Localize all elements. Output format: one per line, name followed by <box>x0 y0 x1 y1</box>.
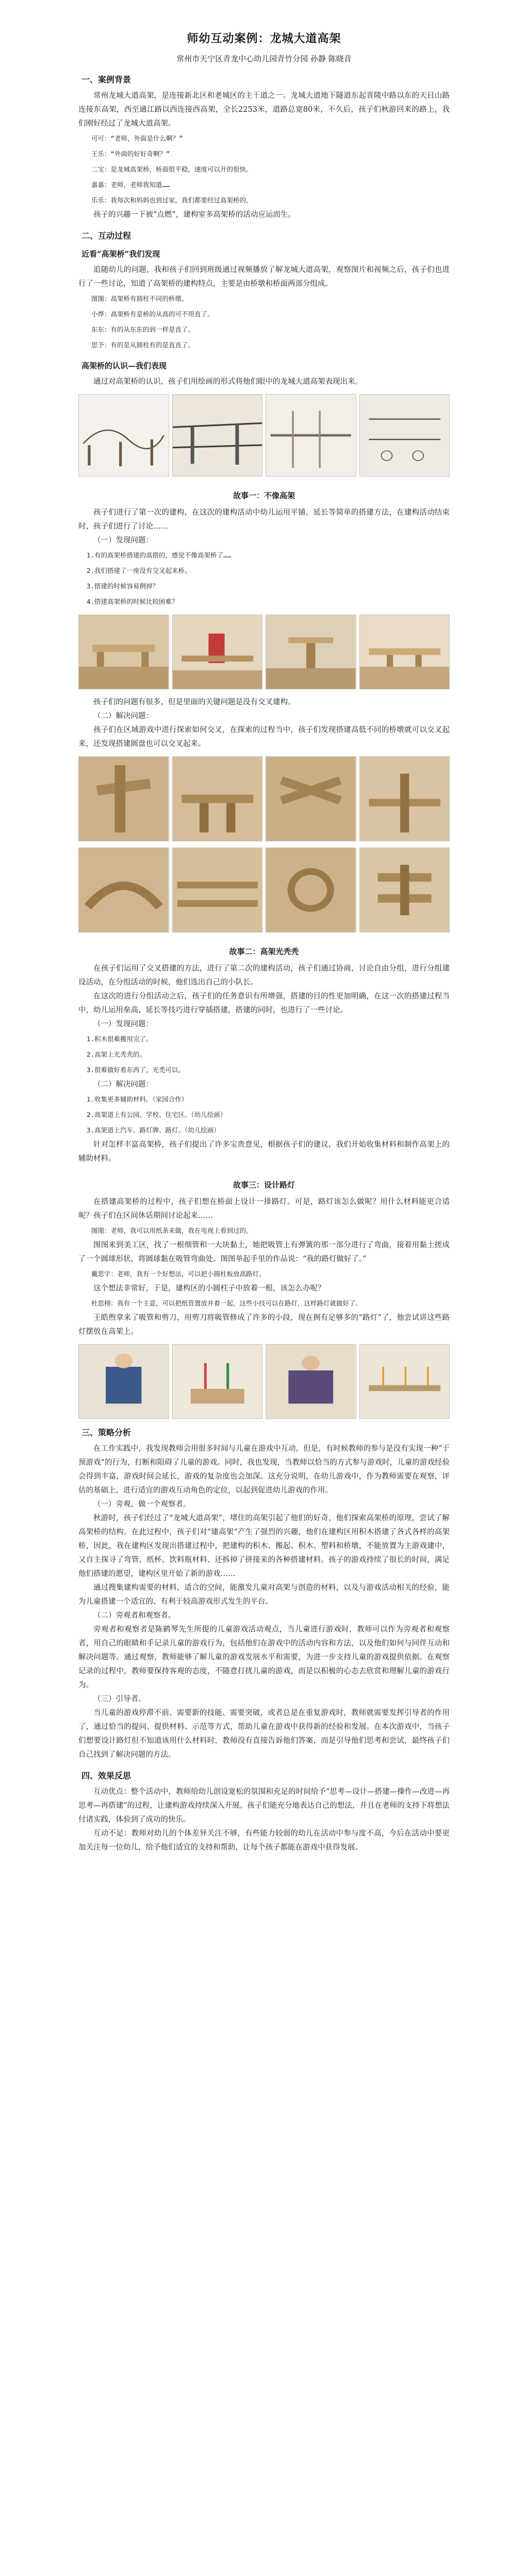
story-paragraph: 孩子们进行了第一次的建构，在这次的建构活动中幼儿运用平铺、延长等简单的搭建方法，在建构活动结束时，孩子们进行了讨论…… <box>78 509 450 531</box>
problem-item: 1.积木很难搬用完了。 <box>87 1035 153 1043</box>
reflection-paragraph: 互动不足：教师对幼儿的个体差异关注不够，有些能力较弱的幼儿在活动中参与度不高，今后在活动中要更加关注每一位幼儿，给予他们适宜的支持和帮助，让每个孩子都能在游戏中获得发展。 <box>78 1829 450 1852</box>
child-drawing-photo <box>172 394 263 477</box>
story-paragraph: 孩子们的问题有很多，但是里面的关键问题是没有交叉建构。 <box>93 698 295 706</box>
dialogue-line: 乐乐：我每次和妈妈也到过家，我们都要经过高架桥的。 <box>91 196 253 204</box>
dialogue-line: 东东：有的从东东的到一样是直了。 <box>91 326 195 333</box>
cross-build-photo <box>359 756 450 841</box>
story-one-heading: 故事一：不像高架 <box>233 491 295 500</box>
dialogue-line: 图图：老师，我可以用纸条来做，我在电视上看到过的。 <box>91 1227 253 1234</box>
cross-build-photo <box>359 848 450 933</box>
strategy-subheading: （三）引导者。 <box>93 1695 146 1703</box>
strategy-paragraph: 秋游时，孩子们经过了“龙城大道高架”，堵住的高架引起了他们的好奇，他们探索高架桥的原理，尝试了解高架桥的结构。在此过程中，孩子们对“建高架”产生了强烈的兴趣，他们在建构区用积木搭建了各式各样的高架桥，因此，我在建构区发现出搭建过程中，把建构的积木、搬起、积木、塑料和桥墩，不能放置为主游戏建中，又自主探寻了弯管、纸杯、饮料瓶材料、还拆掉了拼接来的各种搭建材料。孩子的游戏持续了很长的时间，满足他们搭建的愿望，建构区里开始了新的游戏…… <box>78 1514 450 1578</box>
cross-build-photo <box>266 848 356 933</box>
lamp-photo-row <box>78 1344 450 1419</box>
cross-build-photo-row-2 <box>78 848 450 933</box>
building-photo <box>172 615 263 689</box>
section-reflection-heading: 四、效果反思 <box>81 1771 131 1781</box>
building-photo <box>359 615 450 689</box>
dialogue-line: 二宝：是龙城高架桥，桥面很平稳，速度可以开的很快。 <box>91 165 253 173</box>
find-problem-heading: （一）发现问题： <box>93 1020 153 1028</box>
strategy-paragraph: 通过搜集建构需要的材料，适合的空间，能激发儿童对高架与创造的材料，以及与游戏活动相关的经验，能为儿童搭建一个适宜的、有利于较高游戏形式发生的平台。 <box>78 1584 450 1606</box>
solution-item: 3.高架道上汽车、路灯牌、路灯。（幼儿绘画） <box>87 1126 220 1134</box>
strategy-paragraph: 旁观者和观察者是陈鹤琴先生所提的儿童游戏活动观点，当儿童进行游戏时，教师可以作为旁观者和观察者，用自己的眼睛和手记录儿童的游戏行为，包括他们在游戏中的活动内容和方法，以及他们如何与同伴互动和解决问题等。通过观察，教师能够了解儿童的游戏发展水平和需要，为进一步支持儿童的游戏提供依据。在观察记录的过程中，教师要保持客观的态度，不随意打扰儿童的游戏，而是以积极的心态去欣赏和理解儿童的游戏行为。 <box>78 1625 450 1689</box>
dialogue-line: 思予：有的是从圆柱有的是直直了。 <box>91 341 195 349</box>
building-photo-row <box>78 615 450 689</box>
story-paragraph: 在这次的进行分组活动之后，孩子们的任务意识有所增强，搭建的目的性更加明确，在这一次的搭建过程当中，幼儿运用垒高、延长等技巧进行穿插搭建，搭建的同时，也进行了一些讨论。 <box>78 992 450 1014</box>
strategy-paragraph: 在工作实践中，我发现教师会用很多时间与儿童在游戏中互动，但是，有时候教师的参与是没有实现一种“于预游戏”的行为，打断和阻碍了儿童的游戏。同时，我也发现，当教师以恰当的方式参与游戏时，儿童的游戏经验会得到丰富，游戏时间会延长，游戏的复杂度也会加深。这充分说明，在幼儿游戏中，作为教师需要在观察，评估的基础上，进行适宜的游戏互动角色的定位，以起到促进幼儿游戏的作用。 <box>78 1445 450 1495</box>
child-drawing-photo <box>359 394 450 477</box>
lamp-making-photo <box>359 1344 450 1419</box>
document-page <box>78 0 450 1855</box>
background-paragraph: 常州龙城大道高架，是连接新北区和老城区的主干道之一。龙城大道地下隧道东起晋陵中路以东的天目山路连接东高架，西至通江路以西连接西高架，全长2253米，道路总宽80米，不久后，孩子们秋游回来的路上，我们刚好经过了龙城大道高架。 <box>78 92 450 128</box>
child-drawing-photo <box>266 394 356 477</box>
solution-item: 1.收集更多辅助材料。（家园合作） <box>87 1095 188 1103</box>
document-author-line: 常州市天宁区青龙中心幼儿园青竹分园 孙静 陈晓音 <box>176 54 352 63</box>
story-three-heading: 故事三：设计路灯 <box>233 1180 295 1190</box>
strategy-subheading: （一）旁观、做一个观察者。 <box>93 1500 191 1509</box>
problem-item: 3.很难做好看东西了，光禿可以。 <box>87 1066 185 1074</box>
dialogue-line: 戴思宇：老师，我有一个好想法，可以把小圆柱板放高路灯。 <box>91 1270 266 1278</box>
building-photo <box>266 615 356 689</box>
story-paragraph: 孩子们在区域游戏中进行探索如何交叉，在探索的过程当中，孩子们发现搭建高低不同的桥墩就可以交叉起来，还发现搭建圆盘也可以交叉起来。 <box>78 726 450 748</box>
story-paragraph: 这个想法非常好，于是，建构区的小圆柱子中放着一根，该怎么办呢？ <box>93 1284 325 1293</box>
process-paragraph: 追随幼儿的问题，我和孩子们回到班级通过视频播放了解龙城大道高架，观察图片和视频之后，孩子们也进行了一些讨论，知道了高架桥的建构特点，主要是由桥墩和桥面两部分组成。 <box>78 266 450 288</box>
subsection-heading: 高架桥的认识—我们表现 <box>81 361 167 370</box>
lamp-making-photo <box>172 1344 263 1419</box>
drawing-photo-row <box>78 394 450 477</box>
dialogue-line: 王乐：“外面的好好奇啊？” <box>91 150 170 158</box>
strategy-paragraph: 当儿童的游戏停滞不前、需要新的技能、需要突破，或者总是在重复游戏时，教师就需要发挥引导者的作用了，通过恰当的提问、提供材料、示范等方式，帮助儿童在游戏中获得新的经验和发展。在本次游戏中，当孩子们想要设计路灯但不知道该用什么材料时，教师没有直接告诉他们答案，而是引导他们思考和尝试，最终孩子们自己找到了解决问题的方法。 <box>78 1709 450 1759</box>
dialogue-line: 图图：高架桥有圆柱不同的桥墩。 <box>91 295 188 302</box>
problem-item: 2.我们搭建了一座没有交叉起来桥。 <box>87 567 191 574</box>
document-title: 师幼互动案例：龙城大道高架 <box>187 32 341 45</box>
story-two-heading: 故事二：高架光秃秃 <box>229 947 299 956</box>
subsection-heading: 近看“高架桥”我们发现 <box>81 249 160 259</box>
child-drawing-photo <box>78 394 169 477</box>
dialogue-line: 小烨：高架桥有是桥的从高的可不用直了。 <box>91 310 214 318</box>
solution-item: 2.高架道上有公园、学校、住宅区。（幼儿绘画） <box>87 1111 227 1118</box>
background-paragraph: 孩子的兴趣一下被“点燃”，建构室多高架桥的活动应运而生。 <box>93 211 295 219</box>
strategy-subheading: （二）旁观者和观察者。 <box>93 1612 176 1620</box>
process-paragraph: 通过对高架桥的认识，孩子们用绘画的形式将他们眼中的龙城大道高架表现出来。 <box>93 378 362 386</box>
dialogue-line: 可可：“老师，外面是什么啊？” <box>91 134 183 142</box>
find-problem-heading: （一）发现问题： <box>93 536 153 545</box>
section-process-heading: 二、互动过程 <box>81 231 131 241</box>
cross-build-photo-row-1 <box>78 756 450 841</box>
reflection-paragraph: 互动优点：整个活动中，教师给幼儿创设宽松的氛围和充足的时间给予“思考—设计—搭建—操作—改进—再思考—再搭建”的过程，让建构游戏持续深入开展。孩子们能充分地表达自己的想法，并且在老师的支持下将想法付诸实践，体验到了成功的快乐。 <box>78 1788 450 1824</box>
lamp-making-photo <box>266 1344 356 1419</box>
lamp-making-photo <box>78 1344 169 1419</box>
story-paragraph: 在搭建高架桥的过程中，孩子们想在桥面上设计一排路灯。可是，路灯该怎么做呢？用什么材料能更合适呢？孩子们在区间休话期间讨论起来…… <box>78 1198 450 1220</box>
solve-problem-heading: （二）解决问题： <box>93 1080 153 1089</box>
dialogue-line: 嘉嘉：老师，老师我知道…… <box>91 181 170 189</box>
story-paragraph: 王皓煦拿来了吸管和剪刀，用剪刀将吸管修成了许多的小段，现在拥有足够多的“路灯”了，他尝试讲这些路灯摆放在高架上。 <box>78 1314 450 1336</box>
cross-build-photo <box>78 848 169 933</box>
solve-problem-heading: （二）解决问题： <box>93 712 153 720</box>
section-background-heading: 一、案例背景 <box>81 75 131 84</box>
story-paragraph: 在孩子们运用了交叉搭建的方法，进行了第二次的建构活动，孩子们通过协商，讨论自由分组，进行分组建设活动，在分组活动的时候，他们选出自己的小队长。 <box>78 964 450 987</box>
problem-item: 4.搭建高架桥的时候比较困难？ <box>87 598 178 605</box>
cross-build-photo <box>172 756 263 841</box>
story-paragraph: 图图来到美工区，找了一根细管和一大块黏土，她把吸管上有弹簧的那一部分进行了弯曲，接着用黏土搓成了一个圆球形状，将圆球黏在吸管弯曲处。图图举起手里的作品说：“我的路灯做好了。” <box>78 1241 450 1263</box>
cross-build-photo <box>266 756 356 841</box>
story-paragraph: 针对怎样丰富高架桥，孩子们提出了许多宝贵意见，根据孩子们的建议，我们开始收集材料和制作高架上的辅助材料。 <box>78 1141 450 1163</box>
building-photo <box>78 615 169 689</box>
problem-item: 2.高架上光秃秃的。 <box>87 1050 146 1058</box>
problem-item: 1.有的高架桥搭建的高搭的，感觉不像高架桥了…… <box>87 551 232 559</box>
section-strategy-heading: 三、策略分析 <box>81 1428 131 1437</box>
problem-item: 3.搭建的时候容易倒掉？ <box>87 582 159 590</box>
cross-build-photo <box>172 848 263 933</box>
cross-build-photo <box>78 756 169 841</box>
dialogue-line: 杜思栩：我有一个主意，可以把纸管置放并着一起，这些小技可以在路灯，这样路灯就做好了。 <box>91 1299 362 1307</box>
